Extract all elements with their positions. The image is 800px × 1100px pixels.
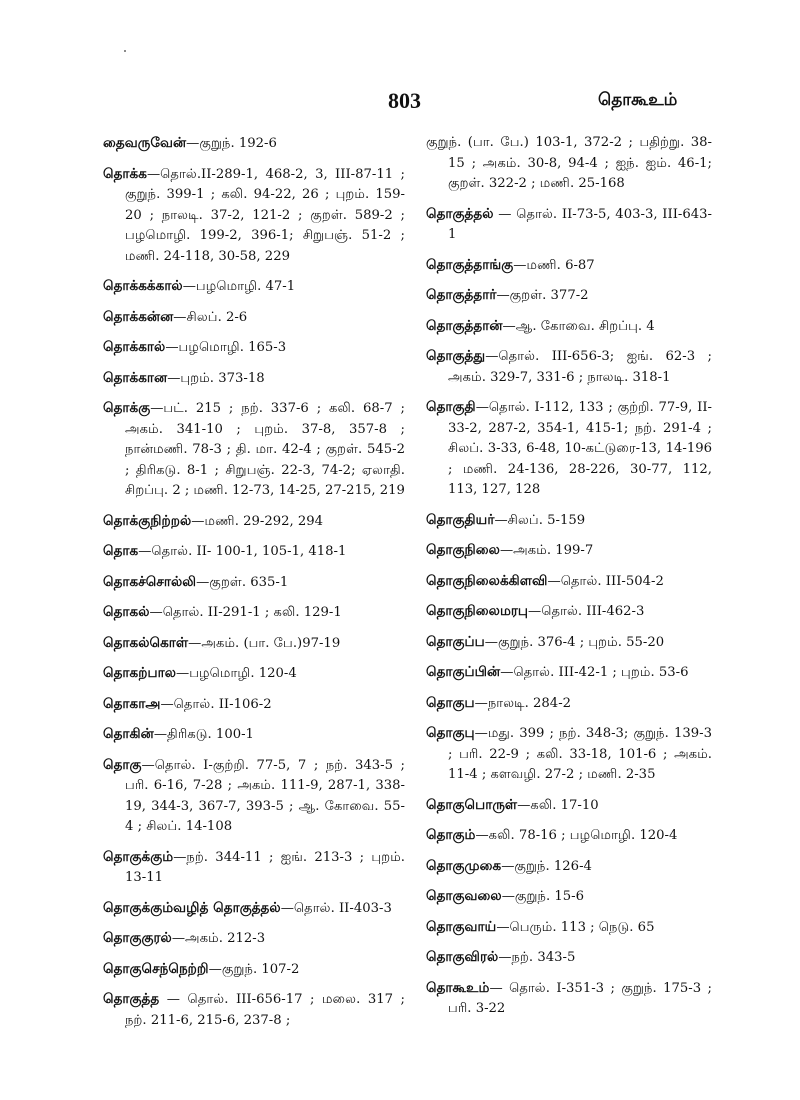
index-entry <box>426 917 712 939</box>
entry-headword: தொகுபு <box>426 725 475 741</box>
index-entry <box>103 755 405 838</box>
entry-headword: தொகுக்கும்வழித் தொகுத்தல் <box>103 899 281 916</box>
entry-headword: தொகுவலை <box>426 888 502 904</box>
entry-references: — தொல். II-73-5, 403-3, III-643-1 <box>448 206 712 242</box>
entry-references: —குறள். 377-2 <box>496 288 589 303</box>
entry-headword: தொகின் <box>103 726 154 742</box>
index-entry <box>426 693 712 715</box>
entry-references: —நாலடி. 284-2 <box>474 695 572 711</box>
entry-references: —தொல்.II-289-1, 468-2, 3, III-87-11 ; குறுந். 399-1 ; கலி. 94-22, 26 ; புறம். 159-20 ; நாலடி. 37-2, 121-2 ; குறள். 589-2 ; பழமொழி. 199-2, 396-1; சிறுபஞ். 51-2 ; மணி. 24-118, 30-58, 229 <box>125 166 405 264</box>
entry-references: குறுந். (பா. பே.) 103-1, 372-2 ; பதிற்று. 38-15 ; அகம். 30-8, 94-4 ; ஐந். ஐம். 46-1; குறள். 322-2 ; மணி. 25-168 <box>426 135 712 191</box>
entry-references: —கலி. 78-16 ; பழமொழி. 120-4 <box>475 828 678 843</box>
entry-headword: தொகுபொருள் <box>426 796 518 813</box>
entry-headword: தொகற்பால <box>103 665 176 681</box>
entry-references: —திரிகடு. 100-1 <box>153 727 254 742</box>
index-entry <box>426 601 712 623</box>
index-entry <box>103 511 405 533</box>
entry-headword: தொக்கன்ன <box>103 308 174 325</box>
entry-references: —பெரும். 113 ; நெடு. 65 <box>496 919 655 935</box>
entry-references: —தொல். II-403-3 <box>280 900 392 916</box>
entry-headword: தொகுமுகை <box>426 857 502 874</box>
entry-references: —பழமொழி. 47-1 <box>182 279 296 294</box>
entry-headword: தொகூஉம் <box>426 979 490 996</box>
index-entry <box>103 307 405 329</box>
entry-headword: தொகுப்பின் <box>426 664 501 680</box>
index-entry <box>426 886 712 908</box>
index-entry <box>426 510 712 532</box>
ink-speck <box>124 50 126 52</box>
index-entry <box>103 368 405 390</box>
entry-headword: தொகுநிலைமரபு <box>426 603 529 619</box>
entry-headword: தொக்க <box>103 165 147 182</box>
index-entry <box>103 898 405 920</box>
entry-headword: தொகுசெந்நெற்றி <box>103 960 209 977</box>
entry-headword: தொகும் <box>426 827 476 843</box>
entry-references: —மது. 399 ; நற். 348-3; குறுந். 139-3 ; பரி. 22-9 ; கலி. 33-18, 101-6 ; அகம். 11-4 ; களவழி. 27-2 ; மணி. 2-35 <box>448 726 712 782</box>
entry-references: —பட். 215 ; நற். 337-6 ; கலி. 68-7 ; அகம். 341-10 ; புறம். 37-8, 357-8 ; நான்மணி. 78-3 ; தி. மா. 42-4 ; குறள். 545-2 ; திரிகடு. 8-1 ; சிறுபஞ். 22-3, 74-2; ஏலாதி. சிறப்பு. 2 ; மணி. 12-73, 14-25, 27-215, 219 <box>125 401 405 498</box>
index-entry <box>103 398 405 502</box>
entry-headword: தொகுத்தார் <box>426 287 497 303</box>
index-entry <box>426 795 712 817</box>
entry-headword: தொக்கக்கால் <box>103 278 183 294</box>
entry-references: —தொல். III-504-2 <box>547 573 664 589</box>
entry-references: —கலி. 17-10 <box>517 797 599 813</box>
index-entry <box>103 989 405 1031</box>
index-entry <box>103 694 405 716</box>
entry-headword: தொகுத்தான் <box>426 317 503 334</box>
entry-references: —தொல். II-291-1 ; கலி. 129-1 <box>149 605 342 620</box>
index-entry <box>426 978 712 1020</box>
entry-references: —மணி. 29-292, 294 <box>191 513 324 529</box>
entry-references: —புறம். 373-18 <box>167 370 265 386</box>
entry-references: —குறுந். 376-4 ; புறம். 55-20 <box>484 634 665 650</box>
entry-references: —அகம். (பா. பே.)97-19 <box>188 635 341 651</box>
entry-headword: தொகாஅ <box>103 695 161 712</box>
entry-references: —குறுந். 15-6 <box>501 889 585 904</box>
entry-references: —குறள். 635-1 <box>196 574 289 590</box>
entry-references: —ஆ. கோவை. சிறப்பு. 4 <box>502 318 655 334</box>
entry-references: —மணி. 6-87 <box>513 257 595 273</box>
entry-headword: தொகுத்தாங்கு <box>426 256 514 273</box>
entry-references: —தொல். III-656-3; ஐங். 62-3 ; அகம். 329-7, 331-6 ; நாலடி. 318-1 <box>448 349 712 385</box>
page-number: 803 <box>388 88 421 113</box>
index-entry <box>103 928 405 950</box>
index-entry <box>426 346 712 388</box>
index-entry <box>103 633 405 655</box>
entry-headword: தொகுத்தல் <box>426 205 494 222</box>
index-entry <box>103 276 405 298</box>
entry-headword: தொகுநிலை <box>426 542 500 558</box>
entry-headword: தொகுகுரல் <box>103 930 172 946</box>
entry-references: —சிலப். 2-6 <box>173 309 248 325</box>
entry-references: —அகம். 212-3 <box>171 931 266 946</box>
entry-headword: தொகுநிலைக்கிளவி <box>426 572 548 589</box>
entry-headword: தொக்கால் <box>103 339 166 355</box>
index-entry <box>426 723 712 786</box>
entry-references: —சிலப். 5-159 <box>494 512 586 528</box>
entry-headword: தொக்கான <box>103 369 168 386</box>
entry-headword: தொகுக்கும் <box>103 848 174 865</box>
entry-references: —தொல். II- 100-1, 105-1, 418-1 <box>138 544 347 559</box>
index-entry <box>426 662 712 684</box>
entry-headword: தொகுதியர் <box>426 511 495 528</box>
entry-references: —குறுந். 107-2 <box>208 961 300 977</box>
running-head: தொகூஉம் <box>598 90 678 110</box>
index-entry <box>103 572 405 594</box>
entry-headword: தொக <box>103 543 139 559</box>
index-entry <box>426 825 712 847</box>
index-entry <box>426 133 712 195</box>
entry-references: —நற். 343-5 <box>498 950 576 965</box>
index-entry <box>103 959 405 981</box>
entry-headword: தைவருவேன் <box>103 135 187 151</box>
entry-references: —குறுந். 192-6 <box>186 136 277 151</box>
entry-headword: தொகு <box>103 756 142 773</box>
index-entry <box>103 663 405 685</box>
entry-headword: தொகச்சொல்லி <box>103 573 197 590</box>
entry-references: —தொல். II-106-2 <box>160 696 272 712</box>
entry-headword: தொகல் <box>103 604 150 620</box>
entry-headword: தொகல்கொள் <box>103 634 189 651</box>
index-entry <box>426 397 712 501</box>
index-entry <box>426 856 712 878</box>
entry-headword: தொக்கு <box>103 400 151 416</box>
left-column <box>103 133 405 1040</box>
entry-headword: தொகுத்து <box>426 348 486 364</box>
entry-references: —பழமொழி. 120-4 <box>176 666 297 681</box>
entry-headword: தொகுதி <box>426 399 476 415</box>
entry-references: —தொல். I-குற்றி. 77-5, 7 ; நற். 343-5 ; பரி. 6-16, 7-28 ; அகம். 111-9, 287-1, 338-19, 344-3, 367-7, 393-5 ; ஆ. கோவை. 55-4 ; சிலப். 14-108 <box>125 757 405 834</box>
entry-headword: தொகுவாய் <box>426 918 497 935</box>
index-entry <box>426 571 712 593</box>
entry-references: —நற். 344-11 ; ஐங். 213-3 ; புறம். 13-11 <box>125 849 405 885</box>
index-entry <box>426 947 712 969</box>
entry-references: — தொல். I-351-3 ; குறுந். 175-3 ; பரி. 3-22 <box>448 980 712 1016</box>
entry-references: —தொல். III-42-1 ; புறம். 53-6 <box>500 665 689 680</box>
index-entry <box>426 204 712 246</box>
entry-references: —குறுந். 126-4 <box>501 858 592 874</box>
index-entry <box>103 847 405 889</box>
entry-references: —அகம். 199-7 <box>499 543 594 558</box>
index-entry <box>103 541 405 563</box>
entry-headword: தொகுப <box>426 694 475 711</box>
index-entry <box>426 285 712 307</box>
entry-references: — தொல். III-656-17 ; மலை. 317 ; நற். 211-6, 215-6, 237-8 ; <box>125 992 405 1028</box>
entry-headword: தொகுத்த <box>103 991 160 1007</box>
entry-headword: தொகுப்ப <box>426 633 485 650</box>
index-entry <box>426 540 712 562</box>
entry-references: —பழமொழி. 165-3 <box>165 340 287 355</box>
entry-headword: தொக்குநிற்றல் <box>103 512 192 529</box>
entry-headword: தொகுவிரல் <box>426 949 499 965</box>
index-entry <box>103 164 405 268</box>
index-entry <box>103 602 405 624</box>
index-entry <box>103 724 405 746</box>
index-entry <box>426 316 712 338</box>
entry-references: —தொல். III-462-3 <box>528 604 645 619</box>
index-entry <box>103 133 405 155</box>
entry-references: —தொல். I-112, 133 ; குற்றி. 77-9, II-33-2, 287-2, 354-1, 415-1; நற். 291-4 ; சிலப். 3-33, 6-48, 10-கட்டுரை-13, 14-196 ; மணி. 24-136, 28-226, 30-77, 112, 113, 127, 128 <box>448 400 712 497</box>
index-entry <box>426 632 712 654</box>
index-entry <box>426 255 712 277</box>
index-entry <box>103 337 405 359</box>
right-column <box>426 133 712 1029</box>
